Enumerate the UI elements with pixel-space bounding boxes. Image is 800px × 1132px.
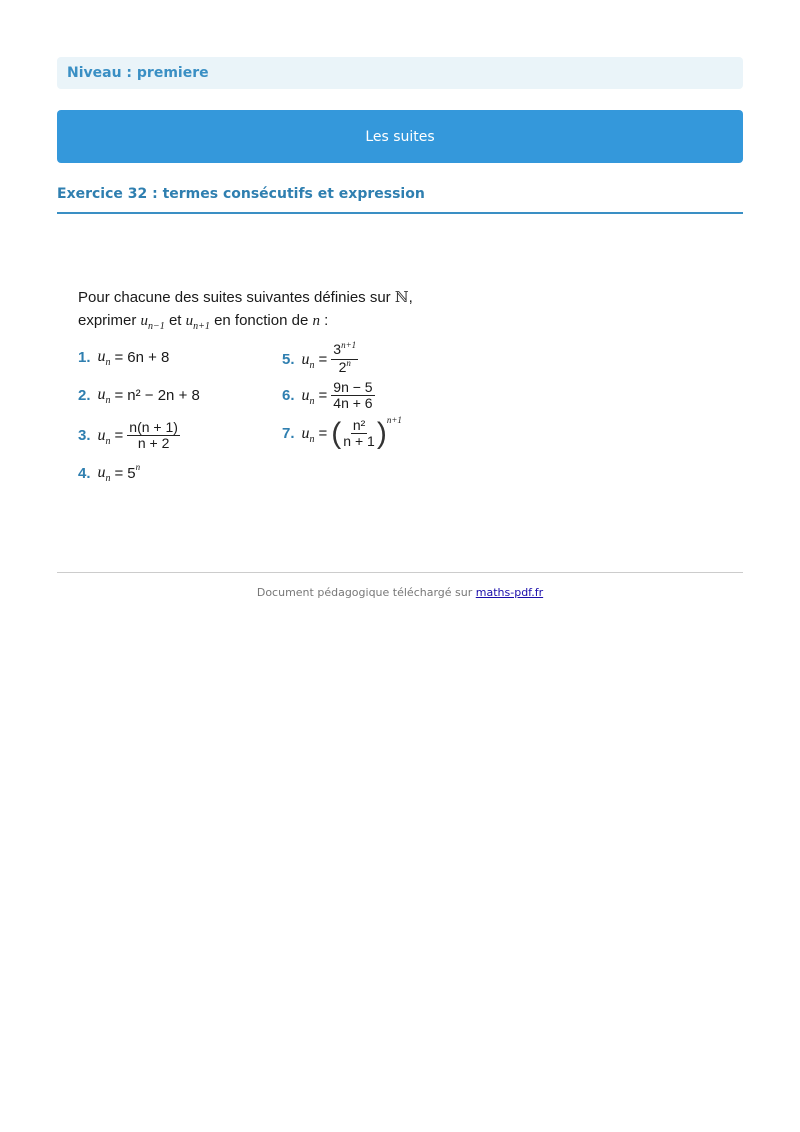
fraction-denominator: 2 (338, 359, 347, 375)
item-number: 1. (78, 348, 91, 366)
fraction-denominator: 4n + 6 (333, 395, 373, 411)
level-label: Niveau : premiere (57, 57, 743, 89)
power-base: 5 (127, 464, 136, 482)
fraction-denominator: n + 2 (137, 435, 170, 451)
numerator-exponent: n+1 (341, 340, 357, 350)
footer-link[interactable]: maths-pdf.fr (475, 586, 544, 599)
footer (57, 586, 743, 599)
item-fraction (331, 342, 358, 377)
item-number: 4. (78, 464, 91, 482)
fraction-denominator: n + 1 (343, 433, 375, 449)
intro-and: et (168, 312, 182, 329)
fraction-numerator: 3 (333, 341, 342, 357)
item-number: 5. (282, 351, 295, 368)
natural-numbers-symbol: ℕ (394, 288, 409, 306)
item-number: 2. (78, 386, 91, 404)
right-paren: ) (376, 416, 387, 450)
item-expression: 6n + 8 (127, 348, 170, 366)
fraction-numerator: n(n + 1) (129, 419, 178, 435)
item-6: 6. $u_n$ = $\frac{9n - 5}{4n + 6}$ (282, 379, 373, 411)
item-5: 5. $u_n$ = $\frac{3^{n+1}}{2^n}$ (282, 340, 357, 375)
item-number: 7. (282, 425, 295, 442)
u-next: $u_{n+1}$ (185, 313, 210, 332)
fraction-numerator: n² (352, 417, 366, 433)
intro-text: Pour chacune des suites suivantes définies sur (78, 289, 391, 306)
item-number: 3. (78, 427, 91, 444)
item-4: 4. $u_n$ = 5 n (78, 462, 141, 484)
chapter-banner (57, 110, 743, 163)
u-prev: $u_{n-1}$ (140, 313, 165, 332)
item-3: 3. $u_n$ = $\frac{n(n + 1)}{n + 2}$ (78, 419, 178, 451)
item-number: 6. (282, 387, 295, 404)
item-1: 1. $u_n$ = 6n + 8 (78, 348, 170, 368)
variable-n: n (312, 313, 320, 329)
exercise-title: Exercice 32 : termes consécutifs et expression (57, 186, 743, 214)
left-paren: ( (331, 416, 342, 450)
item-fraction (127, 420, 180, 451)
power-exponent: n+1 (386, 414, 402, 425)
item-7: 7. $u_n$ = ( $\frac{\text{n²}}{n + 1}$ ) n+1 (282, 414, 402, 450)
exercise-statement (78, 280, 478, 490)
intro-text-3: en fonction de (214, 312, 309, 329)
intro-text-2: exprimer (78, 312, 137, 329)
denominator-exponent: n (346, 358, 351, 368)
item-fraction (331, 380, 374, 411)
footer-text: Document pédagogique téléchargé sur (256, 586, 473, 599)
power-exponent: n (135, 462, 141, 472)
footer-divider (57, 572, 743, 573)
fraction-numerator: 9n − 5 (333, 379, 373, 395)
item-expression: n² − 2n + 8 (127, 386, 200, 404)
item-fraction (341, 418, 377, 449)
chapter-title: Les suites (365, 128, 435, 145)
exercise-intro: Pour chacune des suites suivantes définies sur ℕ, exprimer $u_{n-1}$ et $u_{n+1}$ en fonction de n : (78, 288, 413, 332)
item-2: 2. $u_n$ = n² − 2n + 8 (78, 386, 200, 406)
